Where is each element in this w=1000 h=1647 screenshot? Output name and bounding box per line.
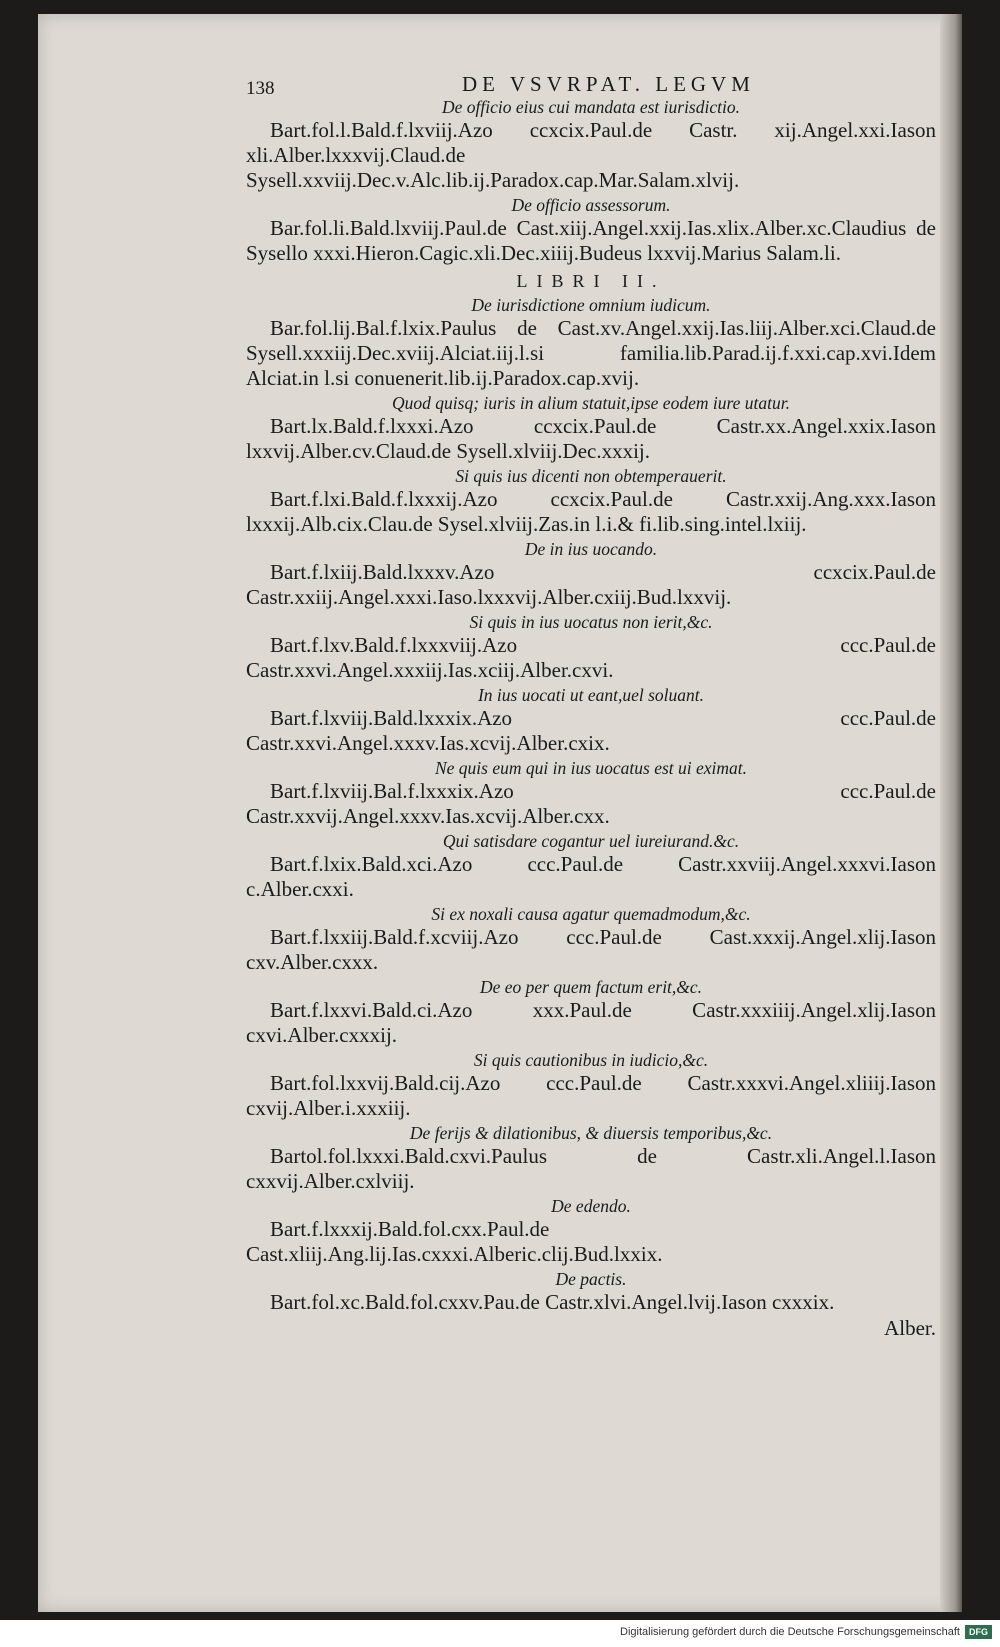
entry-references: Bart.f.lxxxij.Bald.fol.cxx.Paul.de Cast.xliij.Ang.lij.Ias.cxxxi.Alberic.clij.Bud.lxxix. [246,1217,663,1266]
index-entry [246,757,936,829]
index-entry [246,538,936,610]
entry-title: De iurisdictione omnium iudicum. [471,295,711,315]
index-entry [246,294,936,391]
page-edge-shadow [940,14,962,1612]
entry-references: Bar.fol.li.Bald.lxviij.Paul.de Cast.xiij.Angel.xxij.Ias.xlix.Alber.xc.Claudius de Sysello xxxi.Hieron.Cagic.xli.Dec.xiiij.Budeus lxxvij.Marius Salam.li. [246,216,936,265]
entry-references: Bart.lx.Bald.f.lxxxi.Azo ccxcix.Paul.de Castr.xx.Angel.xxix.Iason lxxvij.Alber.cv.Claud.de Sysell.xlviij.Dec.xxxij. [246,414,936,463]
entry-title: De officio assessorum. [511,195,671,215]
entry-references: Bart.f.lxxvi.Bald.ci.Azo xxx.Paul.de Castr.xxxiiij.Angel.xlij.Iason cxvi.Alber.cxxxij. [246,998,936,1047]
entry-title: De ferijs & dilationibus, & diuersis temporibus,&c. [409,1123,773,1143]
footer-bar [0,1620,1000,1647]
entry-references: Bartol.fol.lxxxi.Bald.cxvi.Paulus de Castr.xli.Angel.l.Iason cxxvij.Alber.cxlviij. [246,1144,936,1193]
entry-title: In ius uocati ut eant,uel soluant. [477,685,705,705]
entry-references: Bar.fol.lij.Bal.f.lxix.Paulus de Cast.xv.Angel.xxij.Ias.liij.Alber.xci.Claud.de Sysell.xxxiij.Dec.xviij.Alciat.iij.l.si familia.lib.Parad.ij.f.xxi.cap.xvi.Idem Alciat.in l.si conuenerit.lib.ij.Paradox.cap.xvij. [246,316,936,390]
entry-title: Si quis in ius uocatus non ierit,&c. [469,612,713,632]
entry-title: Qui satisdare cogantur uel iureiurand.&c. [442,831,740,851]
entry-references: Bart.fol.xc.Bald.fol.cxxv.Pau.de Castr.xlvi.Angel.lvij.Iason cxxxix. [270,1290,835,1314]
entry-title: Quod quisq; iuris in alium statuit,ipse eodem iure utatur. [392,393,790,413]
text-block [246,96,936,1341]
dfg-logo-icon: DFG [965,1625,992,1639]
entry-references: Bart.f.lxiij.Bald.lxxxv.Azo ccxcix.Paul.de Castr.xxiij.Angel.xxxi.Iaso.lxxxvij.Alber.cxiij.Bud.lxxvij. [246,560,936,609]
page-number: 138 [246,78,275,99]
entry-title: Ne quis eum qui in ius uocatus est ui eximat. [434,758,748,778]
entry-title: De edendo. [551,1196,631,1216]
entry-title: De eo per quem factum erit,&c. [479,977,703,997]
running-head: DE VSVRPAT. LEGVM [462,72,755,96]
entry-references: Bart.f.lxi.Bald.f.lxxxij.Azo ccxcix.Paul.de Castr.xxij.Ang.xxx.Iason lxxxij.Alb.cix.Clau.de Sysel.xlviij.Zas.in l.i.& fi.lib.sing.intel.lxiij. [246,487,936,536]
catchword: Alber. [884,1316,936,1340]
index-entry [246,611,936,683]
index-entry [246,684,936,756]
index-entry [246,194,936,266]
footer-credit: Digitalisierung gefördert durch die Deutsche Forschungsgemeinschaft [620,1626,960,1638]
entry-references: Bart.f.lxix.Bald.xci.Azo ccc.Paul.de Castr.xxviij.Angel.xxxvi.Iason c.Alber.cxxi. [246,852,936,901]
entry-title: De pactis. [555,1269,627,1289]
entry-title: Si quis ius dicenti non obtemperauerit. [455,466,727,486]
index-entry [246,830,936,902]
entry-references: Bart.f.lxv.Bald.f.lxxxviij.Azo ccc.Paul.de Castr.xxvi.Angel.xxxiij.Ias.xciij.Alber.cxvi. [246,633,936,682]
entry-title: Si quis cautionibus in iudicio,&c. [473,1050,709,1070]
entry-title: De officio eius cui mandata est iurisdictio. [442,97,740,117]
entry-references: Bart.fol.lxxvij.Bald.cij.Azo ccc.Paul.de Castr.xxxvi.Angel.xliiij.Iason cxvij.Alber.i.xxxiij. [246,1071,936,1120]
entry-title: De in ius uocando. [524,539,658,559]
entry-references: Bart.f.lxviij.Bal.f.lxxxix.Azo ccc.Paul.de Castr.xxvij.Angel.xxxv.Ias.xcvij.Alber.cxx. [246,779,936,828]
book-heading: LIBRI II. [516,271,666,291]
entry-references: Bart.fol.l.Bald.f.lxviij.Azo ccxcix.Paul.de Castr. xij.Angel.xxi.Iason xli.Alber.lxxxvij.Claud.de Sysell.xxviij.Dec.v.Alc.lib.ij.Paradox.cap.Mar.Salam.xlvij. [246,118,936,192]
index-entry [246,392,936,464]
index-entry [246,1122,936,1194]
index-entry [246,1268,936,1315]
entry-references: Bart.f.lxviij.Bald.lxxxix.Azo ccc.Paul.de Castr.xxvi.Angel.xxxv.Ias.xcvij.Alber.cxix. [246,706,936,755]
index-entry [246,465,936,537]
index-entry [246,1049,936,1121]
index-entry [246,1195,936,1267]
entry-references: Bart.f.lxxiij.Bald.f.xcviij.Azo ccc.Paul.de Cast.xxxij.Angel.xlij.Iason cxv.Alber.cxxx. [246,925,936,974]
index-entry [246,96,936,193]
index-entry [246,976,936,1048]
index-entry [246,903,936,975]
entry-title: Si ex noxali causa agatur quemadmodum,&c. [431,904,751,924]
